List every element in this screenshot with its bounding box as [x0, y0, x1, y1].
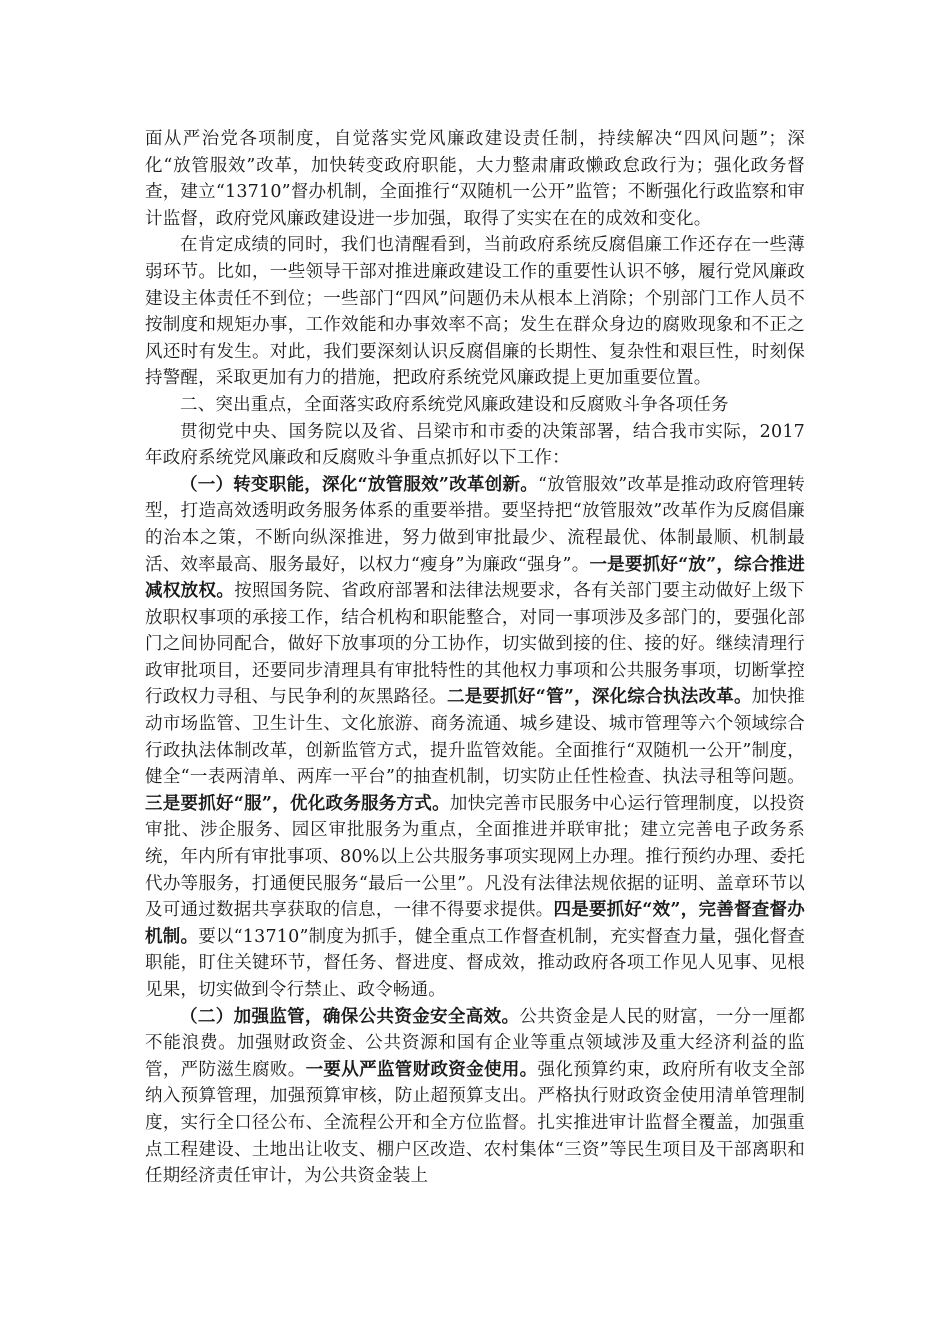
paragraph-text: 强化预算约束，政府所有收支全部纳入预算管理，加强预算审核，防止超预算支出。严格执行财政资金使用清单管理制度，实行全口径公布、全流程公开和全方位监督。扎实推进审计监督全覆盖，加强重点工程建设、土地出让收支、棚户区改造、农村集体“三资”等民生项目及干部离职和任期经济责任审计，为公共资金装上: [145, 1059, 805, 1187]
point-heading-3: 三是要抓好“服”，优化政务服务方式。: [145, 793, 450, 814]
paragraph-4: [145, 419, 805, 472]
section-heading-2: [145, 392, 805, 419]
subsection-heading-2: （二）加强监管，确保公共资金安全高效。: [180, 1006, 520, 1027]
paragraph-text: 贯彻党中央、国务院以及省、吕梁市和市委的决策部署，结合我市实际，2017年政府系统党风廉政和反腐败斗争重点抓好以下工作：: [145, 421, 805, 469]
paragraph-1: [145, 126, 805, 232]
paragraph-5: [145, 472, 805, 1004]
subsection-heading-1: （一）转变职能，深化“放管服效”改革创新。: [180, 474, 539, 495]
paragraph-text: “放管服效”改革是推动政府管理转型，打造高效透明政务服务体系的重要举措。要坚持把“放管服效”改革作为反腐倡廉的治本之策，不断向纵深推进，努力做到审批最少、流程最优、体制最顺、机制最活、效率最高、服务最好，以权力“瘦身”为廉政“强身”。: [145, 474, 805, 575]
paragraph-2: [145, 232, 805, 392]
point-heading-2: 二是要抓好“管”，深化综合执法改革。: [446, 687, 752, 708]
paragraph-text: 加快推动市场监管、卫生计生、文化旅游、商务流通、城乡建设、城市管理等六个领域综合行政执法体制改革，创新监管方式，提升监管效能。全面推行“双随机一公开”制度，健全“一表两清单、两库一平台”的抽查机制，切实防止任性检查、执法寻租等问题。: [145, 687, 805, 788]
paragraph-text: 要以“13710”制度为抓手，健全重点工作督查机制，充实督查力量，强化督查职能，盯住关键环节，督任务、督进度、督成效，推动政府各项工作见人见事、见根见果，切实做到令行禁止、政令畅通。: [145, 926, 805, 1000]
paragraph-text: 面从严治党各项制度，自觉落实党风廉政建设责任制，持续解决“四风问题”；深化“放管服效”改革，加快转变政府职能，大力整肃庸政懒政怠政行为；强化政务督查，建立“13710”督办机制，全面推行“双随机一公开”监管；不断强化行政监察和审计监督，政府党风廉政建设进一步加强，取得了实实在在的成效和变化。: [145, 129, 805, 229]
paragraph-text: 按照国务院、省政府部署和法律法规要求，各有关部门要主动做好上级下放职权事项的承接工作，结合机构和职能整合，对同一事项涉及多部门的，要强化部门之间协同配合，做好下放事项的分工协作，切实做到接的住、接的好。继续清理行政审批项目，还要同步清理具有审批特性的其他权力事项和公共服务事项，切断掌控行政权力寻租、与民争利的灰黑路径。: [145, 581, 806, 708]
point-heading-4: 四是要抓好“效”，完善督查督办机制。: [145, 900, 805, 947]
point-heading-1: 一是要抓好“放”，综合推进减权放权。: [145, 554, 806, 602]
paragraph-text: 公共资金是人民的财富，一分一厘都不能浪费。加强财政资金、公共资源和国有企业等重点领域涉及重大经济利益的监管，严防滋生腐败。: [145, 1006, 805, 1080]
document-body: [145, 126, 805, 1190]
paragraph-text: 在肯定成绩的同时，我们也清醒看到，当前政府系统反腐倡廉工作还存在一些薄弱环节。比如，一些领导干部对推进廉政建设工作的重要性认识不够，履行党风廉政建设主体责任不到位；一些部门“四风”问题仍未从根本上消除；个别部门工作人员不按制度和规矩办事，工作效能和办事效率不高；发生在群众身边的腐败现象和不正之风还时有发生。对此，我们要深刻认识反腐倡廉的长期性、复杂性和艰巨性，时刻保持警醒，采取更加有力的措施，把政府系统党风廉政提上更加重要位置。: [145, 235, 805, 389]
paragraph-6: [145, 1004, 805, 1190]
paragraph-text: 加快完善市民服务中心运行管理制度，以投资审批、涉企服务、园区审批服务为重点，全面推进并联审批；建立完善电子政务系统，年内所有审批事项、80%以上公共服务事项实现网上办理。推行预约办理、委托代办等服务，打通便民服务“最后一公里”。凡没有法律法规依据的证明、盖章环节以及可通过数据共享获取的信息，一律不得要求提供。: [145, 793, 806, 921]
point-heading-5: 一要从严监管财政资金使用。: [305, 1059, 538, 1080]
section-heading-text: 二、突出重点，全面落实政府系统党风廉政建设和反腐败斗争各项任务: [180, 394, 729, 415]
